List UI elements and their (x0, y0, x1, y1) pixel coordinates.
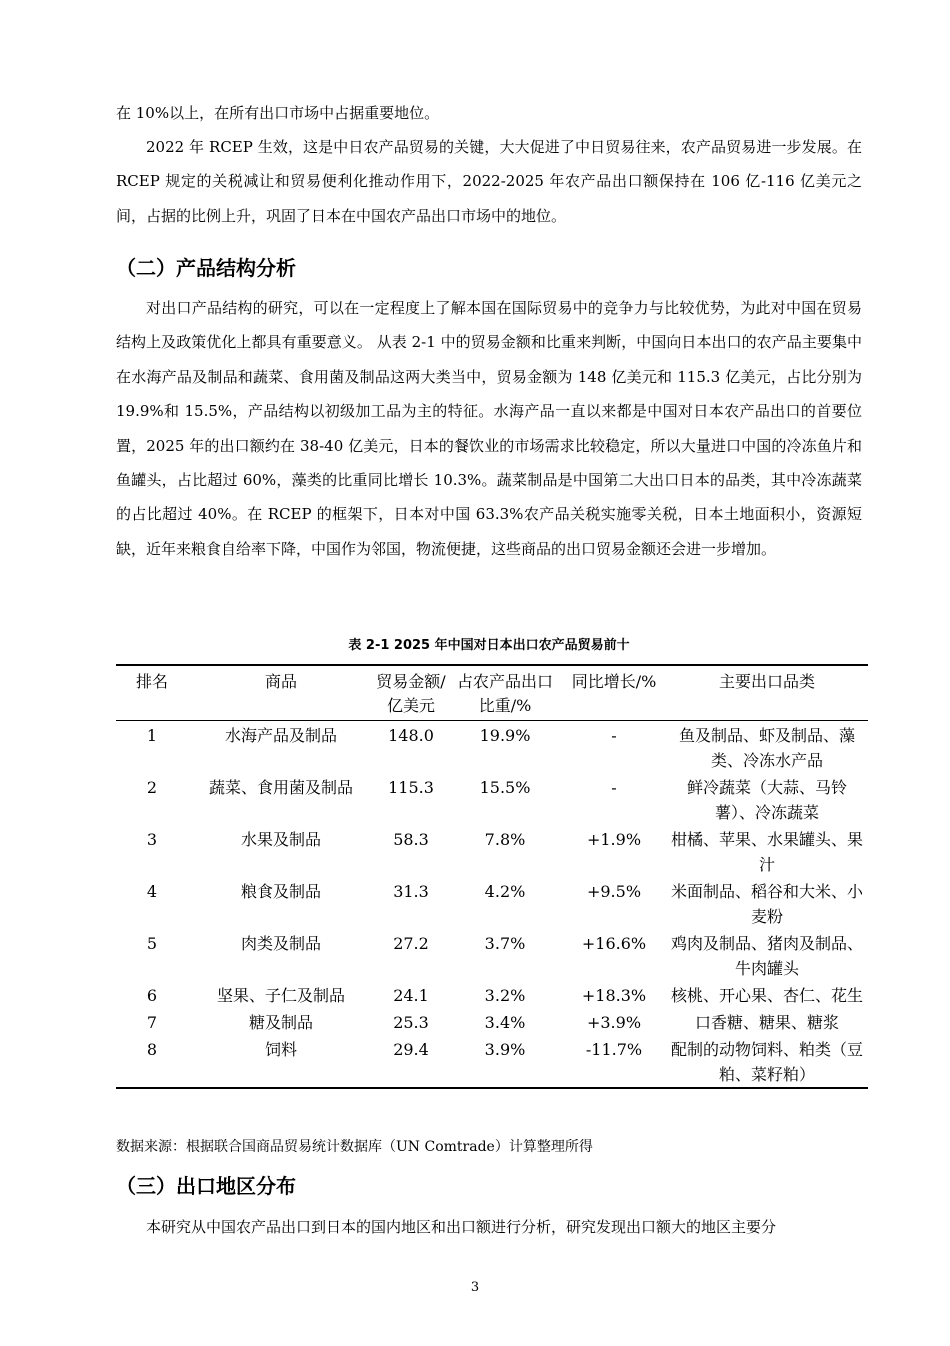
cell-trade-amount: 29.4 (393, 1040, 429, 1059)
cell-yoy-growth: +16.6% (581, 934, 647, 953)
cell-main-categories: 米面制品、稻谷和大米、小麦粉 (670, 882, 863, 926)
header-rank: 排名 (135, 672, 168, 691)
cell-share: 3.7% (484, 934, 526, 953)
cell-commodity: 蔬菜、食用菌及制品 (208, 778, 353, 797)
header-commodity: 商品 (264, 672, 297, 691)
cell-trade-amount: 58.3 (393, 830, 429, 849)
cell-yoy-growth: - (611, 726, 617, 745)
cell-share: 3.2% (484, 986, 526, 1005)
table-row (116, 877, 868, 929)
cell-trade-amount: 31.3 (393, 882, 429, 901)
table-row (116, 1008, 868, 1035)
cell-commodity: 坚果、子仁及制品 (216, 986, 345, 1005)
cell-yoy-growth: +9.5% (586, 882, 642, 901)
cell-share: 15.5% (479, 778, 531, 797)
table-row (116, 929, 868, 981)
cell-share: 7.8% (484, 830, 526, 849)
paragraph-product-structure: 对出口产品结构的研究，可以在一定程度上了解本国在国际贸易中的竞争力与比较优势，为此对中国在贸易结构上及政策优化上都具有重要意义。 从表 2-1 中的贸易金额和比重来判断，中国向日本出口的农产品主要集中在水海产品及制品和蔬菜、食用菌及制品这两大类当中，贸易金额为 148 亿美元和 115.3 亿美元，占比分别为 19.9%和 15.5%，产品结构以初级加工品为主的特征。水海产品一直以来都是中国对日本农产品出口的首要位置，2025 年的出口额约在 38-40 亿美元，日本的餐饮业的市场需求比较稳定，所以大量进口中国的冷冻鱼片和鱼罐头，占比超过 60%，藻类的比重同比增长 10.3%。蔬菜制品是中国第二大出口日本的品类，其中冷冻蔬菜的占比超过 40%。在 RCEP 的框架下，日本对中国 63.3%农产品关税实施零关税，日本土地面积小，资源短缺，近年来粮食自给率下降，中国作为邻国，物流便捷，这些商品的出口贸易金额还会进一步增加。 (116, 299, 862, 558)
cell-yoy-growth: -11.7% (585, 1040, 643, 1059)
cell-share: 3.4% (484, 1013, 526, 1032)
cell-main-categories: 配制的动物饲料、粕类（豆粕、菜籽粕） (670, 1040, 863, 1084)
cell-rank: 3 (146, 830, 158, 849)
cell-main-categories: 核桃、开心果、杏仁、花生 (670, 986, 863, 1005)
cell-share: 3.9% (484, 1040, 526, 1059)
table-row (116, 825, 868, 877)
cell-commodity: 粮食及制品 (240, 882, 321, 901)
cell-rank: 5 (146, 934, 158, 953)
section-heading-export-regions: （三）出口地区分布 (116, 1174, 296, 1198)
table-header-row (116, 665, 868, 721)
table-row (116, 981, 868, 1008)
table-caption: 表 2-1 2025 年中国对日本出口农产品贸易前十 (348, 638, 630, 653)
header-yoy-growth: 同比增长/% (571, 672, 657, 691)
cell-commodity: 糖及制品 (248, 1013, 313, 1032)
cell-trade-amount: 27.2 (393, 934, 429, 953)
cell-trade-amount: 25.3 (393, 1013, 429, 1032)
cell-main-categories: 鸡肉及制品、猪肉及制品、牛肉罐头 (670, 934, 863, 978)
table-row (116, 773, 868, 825)
cell-rank: 4 (146, 882, 158, 901)
cell-rank: 8 (146, 1040, 158, 1059)
cell-trade-amount: 24.1 (393, 986, 429, 1005)
cell-yoy-growth: - (611, 778, 617, 797)
cell-rank: 1 (146, 726, 158, 745)
cell-main-categories: 鱼及制品、虾及制品、藻类、冷冻水产品 (678, 726, 855, 770)
paragraph-rcep: 2022 年 RCEP 生效，这是中日农产品贸易的关键，大大促进了中日贸易往来，农产品贸易进一步发展。在 RCEP 规定的关税减让和贸易便利化推动作用下，2022-2025 年农产品出口额保持在 106 亿-116 亿美元之间，占据的比例上升，巩固了日本在中国农产品出口市场中的地位。 (116, 138, 862, 225)
cell-rank: 7 (146, 1013, 158, 1032)
cell-main-categories: 口香糖、糖果、糖浆 (694, 1013, 839, 1032)
cell-main-categories: 柑橘、苹果、水果罐头、果汁 (670, 830, 863, 874)
header-main-categories: 主要出口品类 (718, 672, 815, 691)
cell-commodity: 水海产品及制品 (224, 726, 337, 745)
data-source-note: 数据来源：根据联合国商品贸易统计数据库（UN Comtrade）计算整理所得 (116, 1139, 593, 1155)
header-share: 占农产品出口比重/% (456, 672, 553, 715)
header-trade-amount: 贸易金额/亿美元 (376, 672, 446, 715)
cell-trade-amount: 115.3 (388, 778, 434, 797)
cell-share: 19.9% (479, 726, 531, 745)
table-row (116, 1035, 868, 1088)
cell-trade-amount: 148.0 (388, 726, 434, 745)
cell-commodity: 肉类及制品 (240, 934, 321, 953)
cell-rank: 6 (146, 986, 158, 1005)
trade-table (116, 664, 868, 1089)
page-number: 3 (470, 1280, 480, 1295)
cell-yoy-growth: +3.9% (586, 1013, 642, 1032)
cell-yoy-growth: +1.9% (586, 830, 642, 849)
paragraph-continuation: 在 10%以上，在所有出口市场中占据重要地位。 (116, 104, 440, 122)
paragraph-export-regions: 本研究从中国农产品出口到日本的国内地区和出口额进行分析，研究发现出口额大的地区主要分 (146, 1218, 777, 1236)
table-row (116, 721, 868, 774)
cell-commodity: 水果及制品 (240, 830, 321, 849)
cell-share: 4.2% (484, 882, 526, 901)
cell-rank: 2 (146, 778, 158, 797)
cell-commodity: 饲料 (264, 1040, 297, 1059)
cell-yoy-growth: +18.3% (581, 986, 647, 1005)
section-heading-product-structure: （二）产品结构分析 (116, 256, 296, 280)
cell-main-categories: 鲜冷蔬菜（大蒜、马铃薯）、冷冻蔬菜 (686, 778, 847, 822)
